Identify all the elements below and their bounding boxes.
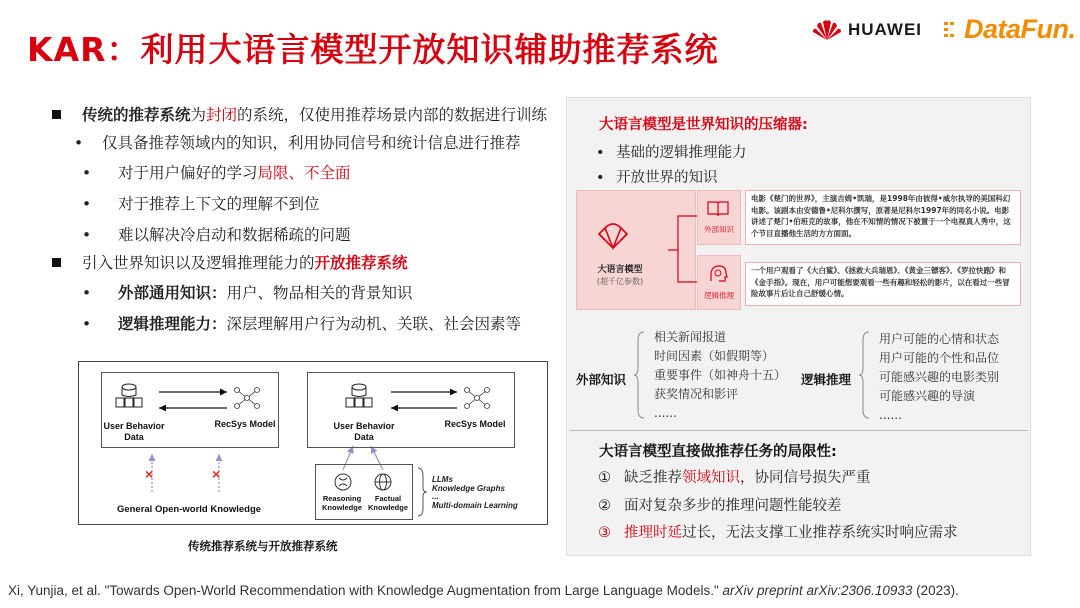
term-bold: 逻辑推理能力： — [118, 315, 227, 333]
compressor-bullet — [596, 166, 718, 187]
logic-column-item: 用户可能的个性和品位 — [879, 351, 1000, 365]
text-part: 对于推荐上下文的理解不到位 — [118, 195, 320, 213]
user-behavior-label: User Behavior Data — [333, 421, 395, 442]
text-part: 深层理解用户行为动机、关联、社会因素等 — [226, 315, 522, 333]
connector-lines — [660, 200, 700, 300]
reasoning-label: Reasoning Knowledge — [321, 494, 362, 512]
compressor-bullet — [596, 141, 747, 162]
datafun-logo-text: DataFun. — [964, 14, 1076, 44]
citation-authors: Xi, Yunjia, et al. "Towards Open-World Recommendation with Knowledge Augmentation from Large Language Models." — [8, 583, 723, 598]
huawei-flower-icon — [812, 18, 842, 42]
ext-column-item: ...... — [654, 406, 677, 420]
bullet-open — [52, 252, 552, 274]
sub-bullet-text: 仅具备推荐领域内的知识，利用协同信号和统计信息进行推荐 — [102, 134, 521, 152]
number-icon: ① — [598, 470, 611, 486]
dot-bullet-icon: • — [82, 284, 92, 302]
logic-label: 逻辑推理 — [704, 291, 734, 300]
brace-icon — [415, 466, 429, 518]
recsys-label: RecSys Model — [444, 419, 506, 429]
llm-list-item: LLMs — [432, 475, 453, 484]
logic-column-item: 可能感兴趣的电影类别 — [879, 370, 1000, 384]
ext-column-item: 时间因素（如假期等） — [654, 349, 775, 363]
sub-sub-bullet — [52, 162, 552, 184]
cross-icon: × — [212, 466, 221, 482]
user-behavior-label: User Behavior Data — [103, 421, 165, 442]
traditional-term: 传统的推荐系统 — [82, 106, 191, 124]
logic-column-item: 用户可能的心情和状态 — [879, 332, 1000, 346]
dot-bullet-icon: • — [74, 134, 84, 152]
square-bullet-icon — [52, 258, 61, 267]
factual-label: Factual Knowledge — [367, 494, 408, 512]
limitation-item — [598, 494, 842, 515]
number-icon: ② — [598, 498, 611, 514]
ext-column-item: 重要事件（如神舟十五） — [654, 368, 787, 382]
text-part: ，无法支撑工业推荐系统实时响应需求 — [711, 525, 958, 541]
dot-bullet-icon: • — [596, 145, 605, 161]
page-title: KAR：利用大语言模型开放知识辅助推荐系统 — [27, 30, 719, 69]
ext-knowledge-label: 外部知识 — [704, 225, 734, 234]
datafun-mark-icon — [942, 19, 964, 41]
brace-icon — [857, 330, 871, 420]
llm-list-item: Multi-domain Learning — [432, 501, 518, 510]
ext-knowledge-text: 电影《楚门的世界》，主演吉姆•凯瑞，是1998年由彼得•威尔执导的美国科幻电影。该剧本由安德鲁•尼科尔撰写，原著是尼科尔1997年的同名小说。电影讲述了楚门•伯班克的故事，他在不知情的情况下被置于一个电视真人秀中，这个节目直播他生活的方方面面。 — [745, 190, 1021, 245]
square-bullet-icon — [52, 110, 61, 119]
text-part: 难以解决冷启动和数据稀疏的问题 — [118, 226, 351, 244]
dot-bullet-icon: • — [82, 164, 92, 182]
limitation-item — [598, 466, 871, 487]
database-icon — [116, 384, 142, 407]
bullet-text: 基础的逻辑推理能力 — [616, 145, 747, 161]
logic-column-label: 逻辑推理 — [801, 372, 852, 387]
dot-bullet-icon: • — [82, 195, 92, 213]
limitation-item — [598, 521, 958, 542]
llm-label: 大语言模型 — [597, 265, 643, 275]
text-part: 引入世界知识以及逻辑推理能力的 — [82, 254, 315, 272]
recsys-label: RecSys Model — [214, 419, 276, 429]
ext-column-item: 获奖情况和影评 — [654, 387, 739, 401]
huawei-logo-text: HUAWEI — [848, 20, 922, 39]
closed-term: 封闭 — [206, 106, 238, 124]
llm-flower-icon — [593, 214, 633, 254]
latency-term: 推理时延 — [624, 525, 682, 541]
sub-sub-bullet — [52, 193, 552, 215]
citation-venue: arXiv preprint arXiv:2306.10933 — [722, 583, 913, 598]
reasoning-head-icon — [707, 263, 729, 285]
citation-year: (2023). — [912, 583, 959, 598]
sub-sub-bullet — [52, 282, 552, 304]
citation — [8, 583, 959, 598]
sub-sub-bullet — [52, 313, 552, 335]
cross-icon: × — [145, 466, 154, 482]
sub-bullet — [52, 132, 552, 154]
ext-column-item: 相关新闻报道 — [654, 330, 727, 344]
llm-sub-label: (超千亿参数) — [596, 277, 644, 286]
text-part: 缺乏推荐 — [624, 470, 682, 486]
ext-column-label: 外部知识 — [576, 372, 627, 387]
comparison-diagram — [78, 361, 548, 525]
text-part: ，协同信号损失严重 — [740, 470, 871, 486]
divider — [570, 430, 1028, 431]
huawei-logo — [812, 18, 922, 42]
llm-list-item: ... — [432, 492, 439, 501]
dot-bullet-icon: • — [82, 315, 92, 333]
datafun-logo — [942, 14, 1076, 45]
text-part: 面对复杂多步的推理问题性能较差 — [624, 498, 842, 514]
sub-sub-bullet — [52, 224, 552, 246]
dot-bullet-icon: • — [82, 226, 92, 244]
bullet-traditional — [52, 104, 552, 126]
logic-column-item: ...... — [879, 408, 902, 422]
limitation-heading: 大语言模型直接做推荐任务的局限性: — [599, 444, 837, 460]
term-bold: 外部通用知识： — [118, 284, 227, 302]
domain-knowledge-term: 领域知识 — [682, 470, 740, 486]
limited-term: 局限、不全面 — [257, 164, 351, 182]
dot-bullet-icon: • — [596, 170, 605, 186]
text-part: 过长 — [682, 525, 711, 541]
text-part: 的系统，仅使用推荐场景内部的数据进行训练 — [237, 106, 548, 124]
general-knowledge-label: General Open-world Knowledge — [116, 504, 262, 515]
brace-icon — [632, 330, 646, 420]
number-icon: ③ — [598, 525, 611, 541]
left-bullet-list — [52, 104, 552, 344]
logic-column-item: 可能感兴趣的导演 — [879, 389, 976, 403]
llm-list-item: Knowledge Graphs — [432, 484, 505, 493]
neural-net-icon — [235, 388, 260, 409]
compressor-heading: 大语言模型是世界知识的压缩器: — [599, 117, 808, 133]
diagram-caption: 传统推荐系统与开放推荐系统 — [188, 539, 338, 553]
book-icon — [706, 200, 730, 218]
bullet-text: 开放世界的知识 — [616, 170, 718, 186]
text-part: 对于用户偏好的学习 — [118, 164, 258, 182]
logic-text: 一个用户观看了《大白鲨》、《拯救大兵瑞恩》、《黄金三镖客》、《罗拉快跑》和《金手指》。现在，用户可能想要观看一些有趣和轻松的影片，以在看过一些冒险故事片后让自己舒缓心情。 — [745, 262, 1021, 306]
text-part: 用户、物品相关的背景知识 — [226, 284, 413, 302]
open-recsys-term: 开放推荐系统 — [314, 254, 408, 272]
text-part: 为 — [190, 106, 207, 124]
